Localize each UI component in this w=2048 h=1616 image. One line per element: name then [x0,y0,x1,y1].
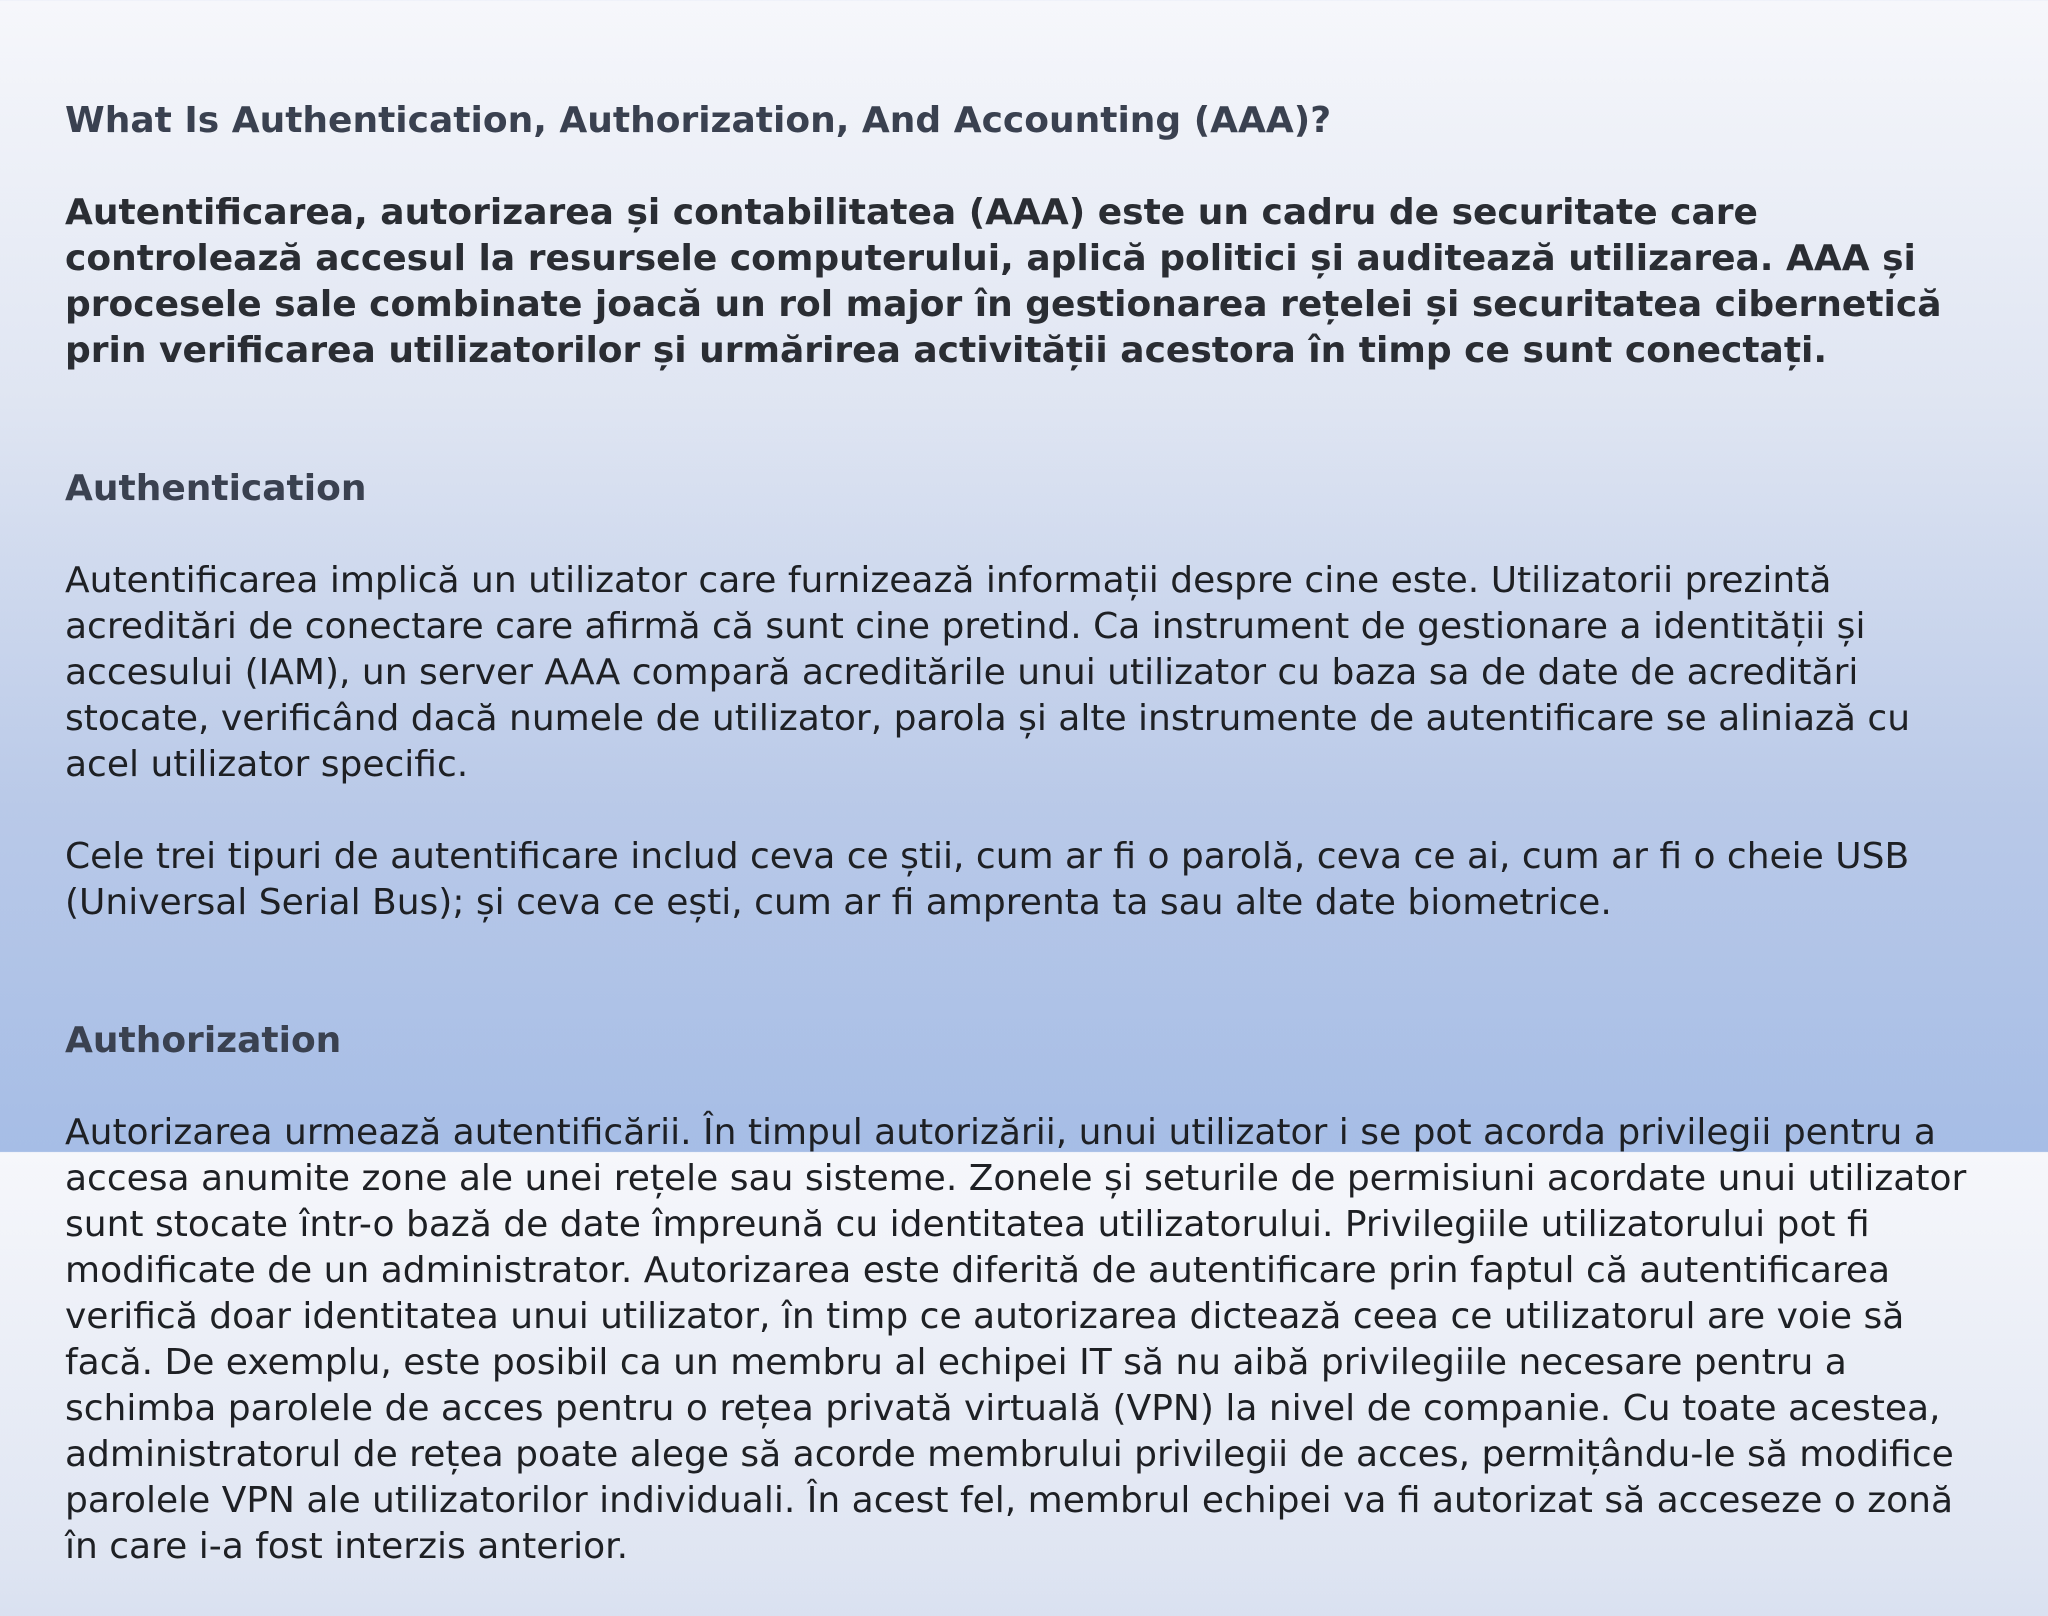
section-heading-authentication: Authentication [65,468,367,509]
authorization-paragraph-1: Autorizarea urmează autentificării. În timpul autorizării, unui utilizator i se pot acorda privilegii pentru a accesa anumite zone ale unei rețele sau sisteme. Zonele și seturile de permisiuni acordate unui utilizator sunt stocate într-o bază de date împreună cu identitatea utilizatorului. Privilegiile utilizatorului pot fi modificate de un administrator. Autorizarea este diferită de autentificare prin faptul că autentificarea verifică doar identitatea unui utilizator, în timp ce autorizarea dictează ceea ce utilizatorul are voie să facă. De exemplu, este posibil ca un membru al echipei IT să nu aibă privilegiile necesare pentru a schimba parolele de acces pentru o rețea privată virtuală (VPN) la nivel de companie. Cu toate acestea, administratorul de rețea poate alege să acorde membrului privilegii de acces, permițându-le să modifice parolele VPN ale utilizatorilor individuali. În acest fel, membrul echipei va fi autorizat să acceseze o zonă în care i-a fost interzis anterior. [65,1112,1967,1567]
intro-paragraph: Autentificarea, autorizarea și contabilitatea (AAA) este un cadru de securitate care controlează accesul la resursele computerului, aplică politici și auditează utilizarea. AAA și procesele sale combinate joacă un rol major în gestionarea rețelei și securitatea cibernetică prin verificarea utilizatorilor și urmărirea activității acestora în timp ce sunt conectați. [65,192,1942,371]
authentication-paragraph-2: Cele trei tipuri de autentificare includ ceva ce știi, cum ar fi o parolă, ceva ce ai, cum ar fi o cheie USB (Universal Serial Bus); și ceva ce ești, cum ar fi amprenta ta sau alte date biometrice. [65,836,1910,923]
section-heading-authorization: Authorization [65,1020,342,1061]
page-title: What Is Authentication, Authorization, And Accounting (AAA)? [65,100,1332,141]
authentication-paragraph-1: Autentificarea implică un utilizator care furnizează informații despre cine este. Utilizatorii prezintă acreditări de conectare care afirmă că sunt cine pretind. Ca instrument de gestionare a identității și accesului (IAM), un server AAA compară acreditările unui utilizator cu baza sa de date de acreditări stocate, verificând dacă numele de utilizator, parola și alte instrumente de autentificare se aliniază cu acel utilizator specific. [65,560,1911,785]
slide-content [65,52,1995,1616]
